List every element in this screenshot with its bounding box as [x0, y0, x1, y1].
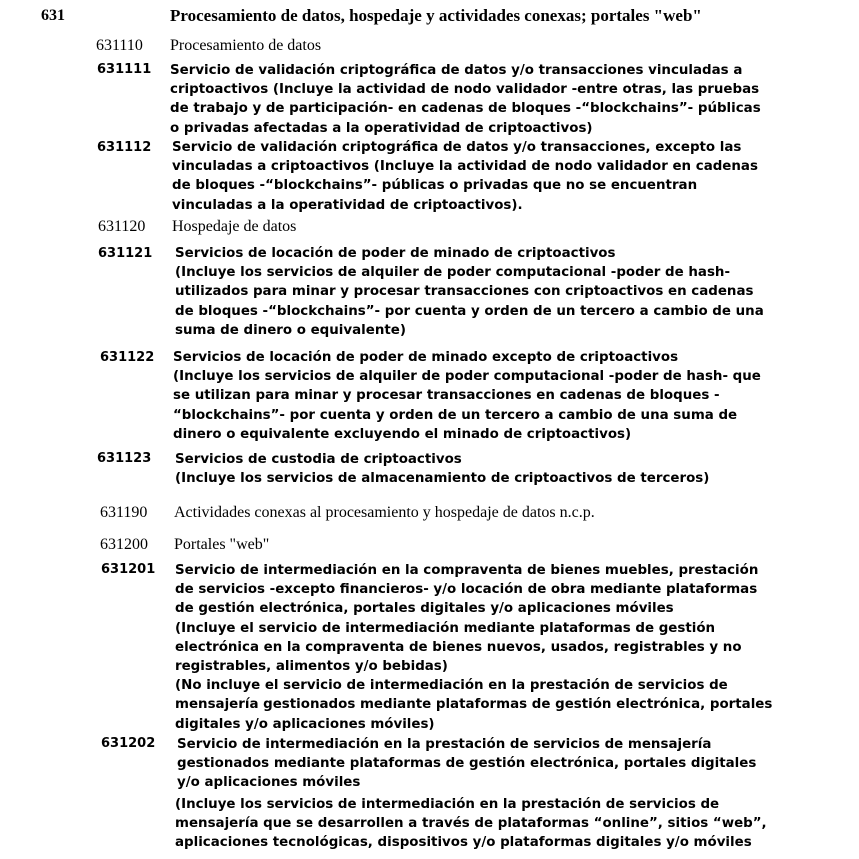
- item-description: Servicios de locación de poder de minado excepto de criptoactivos (Incluye los servicios de alquiler de poder computacional -poder de hash- que se utilizan para minar y procesar transacciones en cadenas de bloques - “blockchains”- por cuenta y orden de un tercero a cambio de una suma de dinero o equivalente excluyendo el minado de criptoactivos): [173, 350, 761, 442]
- item-description: Servicio de intermediación en la compraventa de bienes muebles, prestación de servicios -excepto financieros- y/o locación de obra mediante plataformas de gestión electrónica, portales digitales y/o aplicaciones móviles (Incluye el servicio de intermediación mediante plataformas de gestión electrónica en la compraventa de bienes nuevos, usados, registrables y no registrables, alimentos y/o bebidas) (No incluye el servicio de intermediación en la prestación de servicios de mensajería gestionados mediante plataformas de gestión electrónica, portales digitales y/o aplicaciones móviles): [175, 563, 773, 732]
- item-description: Servicios de locación de poder de minado de criptoactivos (Incluye los servicios de alquiler de poder computacional -poder de hash- utilizados para minar y procesar transacciones con criptoactivos en cadenas de bloques -“blockchains”- por cuenta y orden de un tercero a cambio de una suma de dinero o equivalente): [175, 246, 764, 338]
- item-code: 631112: [97, 140, 152, 155]
- section-title: Procesamiento de datos: [170, 37, 322, 54]
- item-code: 631111: [97, 62, 152, 77]
- item-code: 631202: [101, 736, 156, 751]
- item-description: Servicios de custodia de criptoactivos (Incluye los servicios de almacenamiento de criptoactivos de terceros): [175, 452, 710, 487]
- section-title: Hospedaje de datos: [172, 218, 297, 235]
- item-description: Servicio de intermediación en la prestación de servicios de mensajería gestionados mediante plataformas de gestión electrónica, portales digitales y/o aplicaciones móviles: [177, 737, 757, 791]
- section-code: 631120: [98, 218, 146, 235]
- item-code: 631122: [100, 350, 155, 365]
- item-code: 631121: [98, 246, 153, 261]
- item-description: Servicio de validación criptográfica de datos y/o transacciones vinculadas a criptoactivos (Incluye la actividad de nodo validador -entre otras, las pruebas de trabajo y de participación- en cadenas de bloques -“blockchains”- públicas o privadas afectadas a la operatividad de criptoactivos): [170, 63, 761, 136]
- item-code: 631201: [101, 562, 156, 577]
- section-code: 631110: [96, 37, 143, 54]
- division-code: 631: [41, 7, 65, 24]
- section-title: Portales "web": [174, 536, 270, 553]
- section-title: Actividades conexas al procesamiento y hospedaje de datos n.c.p.: [174, 504, 595, 521]
- division-title: Procesamiento de datos, hospedaje y actividades conexas; portales "web": [170, 6, 702, 25]
- section-code: 631200: [100, 536, 148, 553]
- item-description-note: (Incluye los servicios de intermediación en la prestación de servicios de mensajería que se desarrollen a través de plataformas “online”, sitios “web”, aplicaciones tecnológicas, dispositivos y/o plataformas digitales y/o móviles: [175, 797, 767, 851]
- section-code: 631190: [100, 504, 148, 521]
- item-description: Servicio de validación criptográfica de datos y/o transacciones, excepto las vinculadas a criptoactivos (Incluye la actividad de nodo validador en cadenas de bloques -“blockchains”- públicas o privadas que no se encuentran vinculadas a la operatividad de criptoactivos).: [172, 140, 758, 213]
- item-code: 631123: [97, 451, 152, 466]
